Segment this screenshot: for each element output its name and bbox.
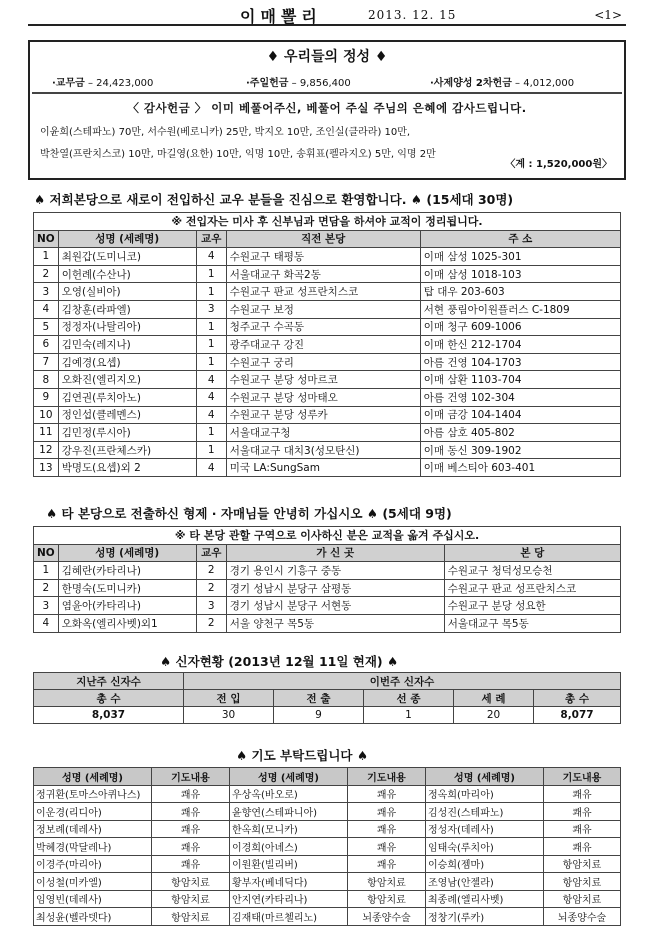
table-cell: 쾌유 xyxy=(348,785,426,803)
table-cell: 황부자(베네딕다) xyxy=(230,873,348,891)
sub-label: 전 입 xyxy=(184,690,274,707)
table-header-row xyxy=(34,230,621,248)
column-header: 성명 (세례명) xyxy=(58,544,196,562)
table-cell: 경기 성남시 분당구 삼평동 xyxy=(226,579,444,597)
table-cell: 정보례(데레사) xyxy=(34,820,152,838)
table-cell: 쾌유 xyxy=(544,820,621,838)
table-cell: 3 xyxy=(34,283,59,301)
table-cell: 쾌유 xyxy=(152,785,230,803)
offering-label: ·사제양성 2차헌금 xyxy=(430,78,512,89)
table-row xyxy=(34,873,621,891)
table-cell: 2 xyxy=(34,265,59,283)
table-cell: 이경주(마리아) xyxy=(34,855,152,873)
column-header: NO xyxy=(34,230,59,248)
table-cell: 서현 풍림아이원플러스 C-1809 xyxy=(420,300,620,318)
table-cell: 조영남(안젤라) xyxy=(426,873,544,891)
table-cell: 이매 한신 212-1704 xyxy=(420,336,620,354)
table-cell: 김민숙(레지나) xyxy=(58,336,196,354)
column-header: 성명 (세례명) xyxy=(34,768,152,786)
table-row xyxy=(34,579,621,597)
table-cell: 쾌유 xyxy=(348,803,426,821)
welcome-heading: ♠ 저희본당으로 새로이 전입하신 교우 분들을 진심으로 환영합니다. ♠ (15세대 30명) xyxy=(34,192,514,207)
table-row xyxy=(34,424,621,442)
table-cell: 2 xyxy=(34,579,59,597)
table-cell: 1 xyxy=(196,318,226,336)
table-cell: 수원교구 판교 성프란치스코 xyxy=(444,579,620,597)
table-cell: 항암치료 xyxy=(152,908,230,926)
table-cell: 1 xyxy=(196,283,226,301)
table-cell: 이매 청구 609-1006 xyxy=(420,318,620,336)
offering-box xyxy=(28,40,626,180)
thanks-title: 〈 감사헌금 〉 이미 베풀어주신, 베풀어 주실 주님의 은혜에 감사드립니다. xyxy=(127,101,527,115)
table-cell: 항암치료 xyxy=(348,873,426,891)
column-header: 직전 본당 xyxy=(226,230,420,248)
table-cell: 1 xyxy=(196,441,226,459)
table-cell: 이헌례(수산나) xyxy=(58,265,196,283)
offering-value: – 9,856,400 xyxy=(291,78,351,89)
table-cell: 아름 건영 104-1703 xyxy=(420,353,620,371)
offering-item xyxy=(430,74,574,89)
column-header: 성명 (세례명) xyxy=(426,768,544,786)
table-cell: 2 xyxy=(196,614,226,632)
sub-value: 20 xyxy=(454,707,534,724)
table-row xyxy=(34,406,621,424)
last-week-label: 지난주 신자수 xyxy=(34,673,184,690)
table-cell: 6 xyxy=(34,336,59,354)
table-cell: 뇌종양수술 xyxy=(348,908,426,926)
table-row xyxy=(34,265,621,283)
sub-value: 30 xyxy=(184,707,274,724)
table-cell: 2 xyxy=(196,562,226,580)
offering-item xyxy=(52,74,153,89)
table-row xyxy=(34,803,621,821)
table-row xyxy=(34,353,621,371)
table-cell: 수원교구 분당 성마르코 xyxy=(226,371,420,389)
table-cell: 탑 대우 203-603 xyxy=(420,283,620,301)
table-cell: 1 xyxy=(196,336,226,354)
offering-label: ·주일헌금 xyxy=(246,78,289,89)
table-row xyxy=(34,336,621,354)
prayer-table xyxy=(33,767,621,926)
table-row xyxy=(34,388,621,406)
table-row xyxy=(34,785,621,803)
column-header: 가 신 곳 xyxy=(226,544,444,562)
column-header: 교우 xyxy=(196,544,226,562)
table-cell: 3 xyxy=(196,597,226,615)
table-cell: 항암치료 xyxy=(544,873,621,891)
table-row xyxy=(34,248,621,266)
table-row xyxy=(34,908,621,926)
table-cell: 이매 삼환 1103-704 xyxy=(420,371,620,389)
believers-table xyxy=(33,672,621,724)
table-cell: 서울대교구 대치3(성모탄신) xyxy=(226,441,420,459)
column-header: 기도내용 xyxy=(152,768,230,786)
table-cell: 경기 용인시 기흥구 중동 xyxy=(226,562,444,580)
farewell-table xyxy=(33,526,621,633)
table-cell: 1 xyxy=(196,265,226,283)
table-cell: 쾌유 xyxy=(152,838,230,856)
table-cell: 정옥희(마리아) xyxy=(426,785,544,803)
this-week-label: 이번주 신자수 xyxy=(184,673,621,690)
offering-totals xyxy=(30,74,624,88)
table-cell: 김창훈(라파엘) xyxy=(58,300,196,318)
offering-value: – 24,423,000 xyxy=(87,78,154,89)
offering-label: ·교무금 xyxy=(52,78,85,89)
table-cell: 13 xyxy=(34,459,59,477)
table-cell: 이매 삼성 1025-301 xyxy=(420,248,620,266)
table-cell: 10 xyxy=(34,406,59,424)
table-cell: 이매 베스티아 603-401 xyxy=(420,459,620,477)
table-cell: 박혜경(막달레나) xyxy=(34,838,152,856)
table-cell: 김연권(루치아노) xyxy=(58,388,196,406)
table-cell: 5 xyxy=(34,318,59,336)
table-cell: 7 xyxy=(34,353,59,371)
table-row xyxy=(34,318,621,336)
bulletin-title: 이매뽈리 xyxy=(240,7,322,26)
table-cell: 쾌유 xyxy=(152,803,230,821)
table-cell: 임태숙(루치아) xyxy=(426,838,544,856)
table-cell: 4 xyxy=(196,459,226,477)
table-row xyxy=(34,890,621,908)
thanks-section xyxy=(32,92,622,176)
table-cell: 박명도(요셉)외 2 xyxy=(58,459,196,477)
table-cell: 쾌유 xyxy=(348,855,426,873)
farewell-note: ※ 타 본당 관할 구역으로 이사하신 분은 교적을 옮겨 주십시오. xyxy=(34,527,621,545)
table-cell: 3 xyxy=(196,300,226,318)
column-header: 본 당 xyxy=(444,544,620,562)
table-cell: 4 xyxy=(34,614,59,632)
bulletin-date: 2013. 12. 15 xyxy=(368,8,457,22)
table-cell: 임영빈(데레사) xyxy=(34,890,152,908)
table-cell: 윤향연(스테파니아) xyxy=(230,803,348,821)
table-cell: 서울 양천구 목5동 xyxy=(226,614,444,632)
table-row xyxy=(34,300,621,318)
table-header-row xyxy=(34,544,621,562)
table-cell: 쾌유 xyxy=(544,838,621,856)
offering-title: ♦ 우리들의 정성 ♦ xyxy=(266,49,388,65)
prayer-heading: ♠ 기도 부탁드립니다 ♠ xyxy=(236,748,369,763)
table-cell: 이매 금강 104-1404 xyxy=(420,406,620,424)
table-cell: 1 xyxy=(34,248,59,266)
sub-value: 1 xyxy=(364,707,454,724)
table-cell: 8 xyxy=(34,371,59,389)
table-cell: 오화옥(엘리사벳)외1 xyxy=(58,614,196,632)
table-cell: 오화진(엘리지오) xyxy=(58,371,196,389)
thanks-total: 〈계 : 1,520,000원〉 xyxy=(505,159,612,170)
farewell-heading: ♠ 타 본당으로 전출하신 형제 · 자매님들 안녕히 가십시오 ♠ (5세대 9명) xyxy=(46,506,452,521)
table-row xyxy=(34,597,621,615)
table-row xyxy=(34,820,621,838)
welcome-note: ※ 전입자는 미사 후 신부님과 면담을 하셔야 교적이 정리됩니다. xyxy=(34,213,621,231)
table-cell: 수원교구 청덕성모승천 xyxy=(444,562,620,580)
table-cell: 이승희(젬마) xyxy=(426,855,544,873)
table-cell: 김성진(스테파노) xyxy=(426,803,544,821)
table-cell: 우상옥(바오로) xyxy=(230,785,348,803)
table-cell: 서울대교구청 xyxy=(226,424,420,442)
table-cell: 염윤아(카타리나) xyxy=(58,597,196,615)
believers-heading: ♠ 신자현황 (2013년 12월 11일 현재) ♠ xyxy=(160,654,399,669)
table-cell: 김예경(요셉) xyxy=(58,353,196,371)
table-row xyxy=(34,562,621,580)
bulletin-header xyxy=(28,4,626,26)
sub-value: 9 xyxy=(274,707,364,724)
table-cell: 정창기(루카) xyxy=(426,908,544,926)
table-row xyxy=(34,459,621,477)
table-row xyxy=(34,614,621,632)
page-number: <1> xyxy=(594,8,622,22)
table-cell: 2 xyxy=(196,579,226,597)
table-cell: 수원교구 분당 성요한 xyxy=(444,597,620,615)
table-cell: 청주교구 수곡동 xyxy=(226,318,420,336)
table-cell: 수원교구 판교 성프란치스코 xyxy=(226,283,420,301)
table-cell: 1 xyxy=(196,353,226,371)
table-cell: 쾌유 xyxy=(544,803,621,821)
table-cell: 수원교구 태평동 xyxy=(226,248,420,266)
table-cell: 아름 삼호 405-802 xyxy=(420,424,620,442)
table-cell: 김재태(마르첼리노) xyxy=(230,908,348,926)
table-cell: 이성철(미카엘) xyxy=(34,873,152,891)
this-total-value: 8,077 xyxy=(534,707,621,724)
table-row xyxy=(34,855,621,873)
table-cell: 4 xyxy=(196,388,226,406)
table-cell: 항암치료 xyxy=(544,890,621,908)
table-cell: 한명숙(도미니카) xyxy=(58,579,196,597)
table-cell: 한옥희(모니카) xyxy=(230,820,348,838)
table-cell: 오영(실비아) xyxy=(58,283,196,301)
sub-label: 전 출 xyxy=(274,690,364,707)
table-cell: 정귀환(토마스아퀴나스) xyxy=(34,785,152,803)
table-cell: 쾌유 xyxy=(152,855,230,873)
table-header-row xyxy=(34,768,621,786)
thanks-line-2: 박찬열(프란치스코) 10만, 마길영(요한) 10만, 익명 10만, 송휘표(펠라지오) 5만, 익명 2만 xyxy=(40,149,436,160)
table-cell: 김민정(루시아) xyxy=(58,424,196,442)
column-header: 교우 xyxy=(196,230,226,248)
table-cell: 이매 삼성 1018-103 xyxy=(420,265,620,283)
table-cell: 12 xyxy=(34,441,59,459)
column-header: 기도내용 xyxy=(544,768,621,786)
sub-label: 선 종 xyxy=(364,690,454,707)
table-cell: 수원교구 궁리 xyxy=(226,353,420,371)
table-cell: 미국 LA:SungSam xyxy=(226,459,420,477)
table-cell: 9 xyxy=(34,388,59,406)
table-cell: 서울대교구 목5동 xyxy=(444,614,620,632)
offering-item xyxy=(246,74,351,89)
table-cell: 항암치료 xyxy=(544,855,621,873)
table-cell: 쾌유 xyxy=(348,838,426,856)
table-cell: 쾌유 xyxy=(152,820,230,838)
table-cell: 항암치료 xyxy=(348,890,426,908)
table-cell: 항암치료 xyxy=(152,873,230,891)
table-cell: 서울대교구 화곡2동 xyxy=(226,265,420,283)
table-cell: 정성자(데레사) xyxy=(426,820,544,838)
table-cell: 이원환(빌리버) xyxy=(230,855,348,873)
table-cell: 수원교구 분당 성루카 xyxy=(226,406,420,424)
table-cell: 이매 동신 309-1902 xyxy=(420,441,620,459)
table-cell: 아름 건영 102-304 xyxy=(420,388,620,406)
table-cell: 뇌종양수술 xyxy=(544,908,621,926)
table-cell: 항암치료 xyxy=(152,890,230,908)
offering-value: – 4,012,000 xyxy=(515,78,575,89)
column-header: 성명 (세례명) xyxy=(58,230,196,248)
table-cell: 정인섭(클레멘스) xyxy=(58,406,196,424)
last-total-label: 총 수 xyxy=(34,690,184,707)
column-header: 기도내용 xyxy=(348,768,426,786)
thanks-line-1: 이윤희(스테파노) 70만, 서수원(베로니카) 25만, 박지오 10만, 조인실(클라라) 10만, xyxy=(40,127,411,138)
table-cell: 3 xyxy=(34,597,59,615)
table-cell: 4 xyxy=(196,248,226,266)
table-row xyxy=(34,283,621,301)
this-total-label: 총 수 xyxy=(534,690,621,707)
column-header: NO xyxy=(34,544,59,562)
table-cell: 11 xyxy=(34,424,59,442)
table-cell: 안지연(카타리나) xyxy=(230,890,348,908)
table-cell: 수원교구 보정 xyxy=(226,300,420,318)
sub-label: 세 례 xyxy=(454,690,534,707)
table-row xyxy=(34,838,621,856)
table-cell: 김혜란(카타리나) xyxy=(58,562,196,580)
table-row xyxy=(34,371,621,389)
column-header: 주 소 xyxy=(420,230,620,248)
last-total-value: 8,037 xyxy=(34,707,184,724)
table-cell: 이경희(아녜스) xyxy=(230,838,348,856)
table-row xyxy=(34,441,621,459)
table-cell: 4 xyxy=(196,371,226,389)
table-cell: 정정자(나탈리아) xyxy=(58,318,196,336)
table-cell: 1 xyxy=(196,424,226,442)
table-cell: 4 xyxy=(196,406,226,424)
table-cell: 4 xyxy=(34,300,59,318)
table-cell: 최원갑(도미니코) xyxy=(58,248,196,266)
table-cell: 강우진(프란체스카) xyxy=(58,441,196,459)
table-cell: 쾌유 xyxy=(348,820,426,838)
table-cell: 광주대교구 강진 xyxy=(226,336,420,354)
table-cell: 수원교구 분당 성마태오 xyxy=(226,388,420,406)
table-cell: 1 xyxy=(34,562,59,580)
table-cell: 쾌유 xyxy=(544,785,621,803)
table-cell: 최종례(엘리사벳) xyxy=(426,890,544,908)
column-header: 성명 (세례명) xyxy=(230,768,348,786)
table-cell: 최성윤(벨라뎃다) xyxy=(34,908,152,926)
welcome-table xyxy=(33,212,621,477)
table-cell: 이운경(리디아) xyxy=(34,803,152,821)
table-cell: 경기 성남시 분당구 서현동 xyxy=(226,597,444,615)
